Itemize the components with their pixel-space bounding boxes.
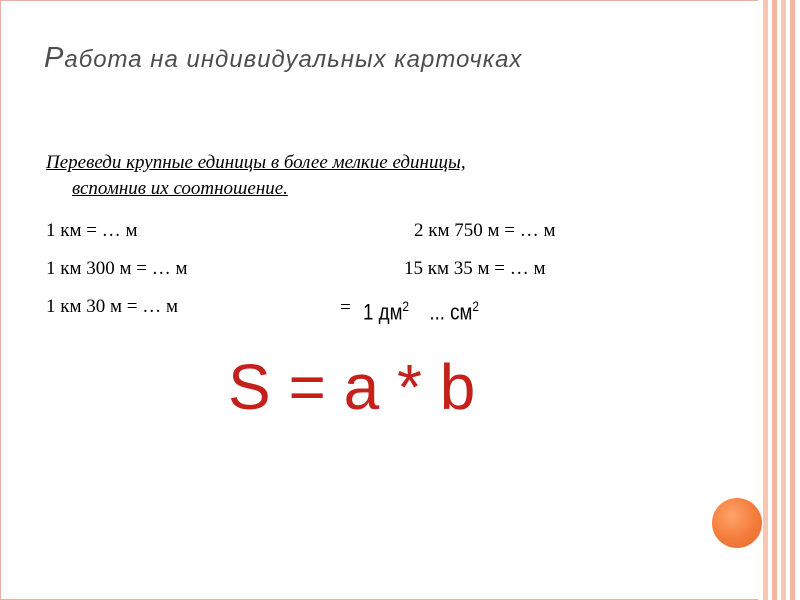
- expression-km-5: 15 км 35 м = … м: [404, 258, 546, 279]
- dm-squared: [363, 298, 409, 325]
- title-first-letter: Р: [44, 42, 65, 74]
- instruction-line-1: Переведи крупные единицы в более мелкие единицы,: [46, 152, 466, 173]
- slide-title: [44, 42, 522, 75]
- expression-km-2: 1 км 300 м = … м: [46, 258, 188, 279]
- cm-squared: [429, 298, 479, 325]
- title-rest: абота на индивидуальных карточках: [64, 46, 523, 73]
- instruction-line-2: вспомнив их соотношение.: [72, 178, 288, 199]
- cm-exponent: 2: [472, 298, 479, 314]
- dm-exponent: 2: [402, 298, 409, 314]
- expression-km-4: 2 км 750 м = … м: [414, 220, 556, 241]
- dm-value: 1 дм: [362, 299, 403, 325]
- expression-km-3: 1 км 30 м = … м: [46, 296, 179, 317]
- decorative-circle: [712, 498, 762, 548]
- task-instruction: [46, 150, 666, 202]
- area-formula: S = a * b: [228, 351, 476, 423]
- area-units-expression: [340, 298, 483, 325]
- cm-value: ... см: [429, 299, 473, 325]
- decorative-stripes: [758, 0, 800, 600]
- area-equals-sign: =: [340, 297, 351, 319]
- expression-km-1: 1 км = … м: [46, 220, 138, 241]
